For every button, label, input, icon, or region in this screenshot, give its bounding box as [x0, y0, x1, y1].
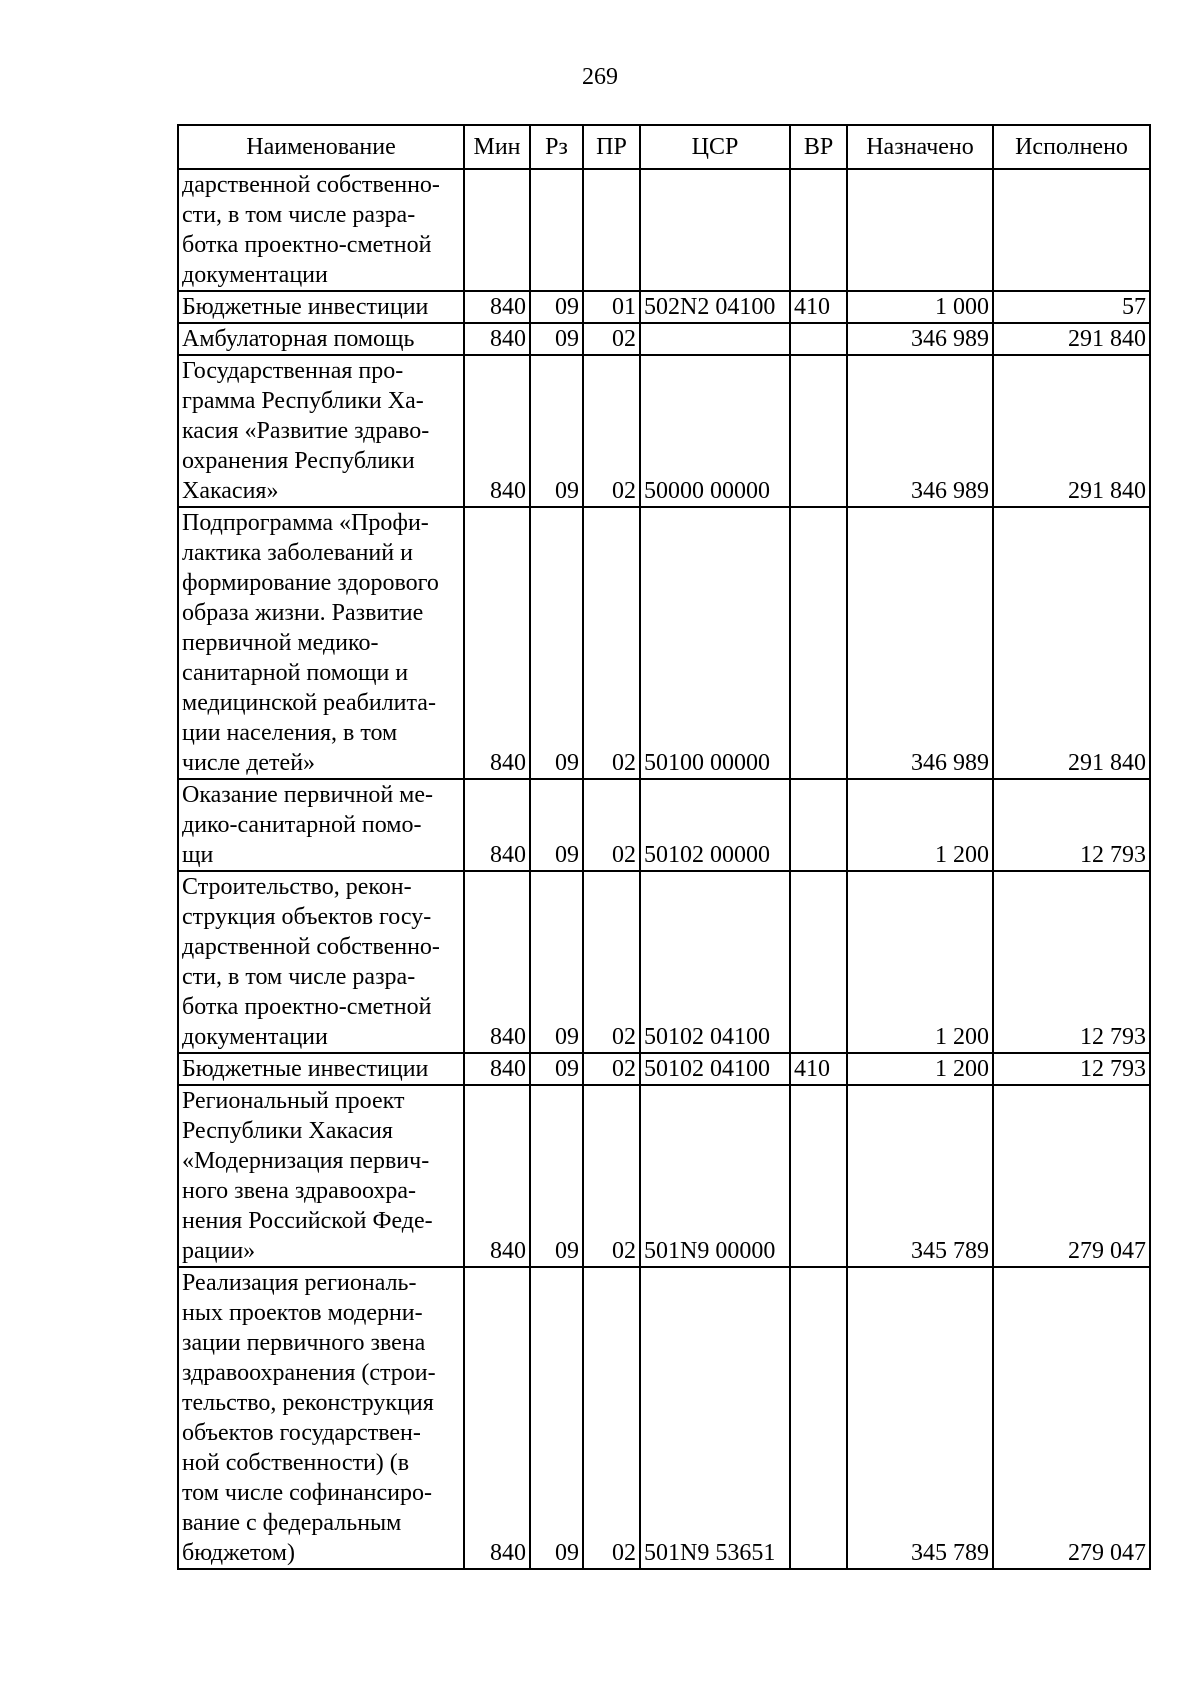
cell-rz: 09 [530, 291, 583, 323]
cell-name: Реализация региональ- ных проектов модерни- зации первичного звена здравоохранения (строи- тельство, реконструкция объектов государствен- ной собственности) (в том числе софинансиро- вание с федеральным бюджетом) [178, 1267, 464, 1569]
cell-min: 840 [464, 323, 530, 355]
cell-name: Подпрограмма «Профи- лактика заболеваний и формирование здорового образа жизни. Развитие первичной медико- санитарной помощи и медицинской реабилита- ции населения, в том числе детей» [178, 507, 464, 779]
cell-name: Государственная про- грамма Республики Ха- касия «Развитие здраво- охранения Республики Хакасия» [178, 355, 464, 507]
column-header-rz: Рз [530, 125, 583, 169]
cell-min: 840 [464, 1053, 530, 1085]
column-header-pr: ПР [583, 125, 640, 169]
cell-executed: 12 793 [993, 779, 1150, 871]
table-row [178, 1085, 1150, 1267]
cell-assigned: 346 989 [847, 507, 993, 779]
cell-min: 840 [464, 355, 530, 507]
cell-name: Амбулаторная помощь [178, 323, 464, 355]
cell-executed: 291 840 [993, 355, 1150, 507]
cell-vr [790, 507, 847, 779]
cell-csr: 50000 00000 [640, 355, 790, 507]
cell-csr: 50102 00000 [640, 779, 790, 871]
cell-min: 840 [464, 507, 530, 779]
cell-pr [583, 169, 640, 291]
cell-vr [790, 355, 847, 507]
cell-vr [790, 1085, 847, 1267]
cell-executed: 279 047 [993, 1085, 1150, 1267]
cell-rz: 09 [530, 1267, 583, 1569]
cell-name: Оказание первичной ме- дико-санитарной помо- щи [178, 779, 464, 871]
cell-csr: 50102 04100 [640, 1053, 790, 1085]
cell-csr: 501N9 00000 [640, 1085, 790, 1267]
cell-min: 840 [464, 871, 530, 1053]
column-header-executed: Исполнено [993, 125, 1150, 169]
column-header-name: Наименование [178, 125, 464, 169]
cell-min [464, 169, 530, 291]
cell-pr: 02 [583, 779, 640, 871]
cell-vr [790, 169, 847, 291]
cell-assigned: 345 789 [847, 1267, 993, 1569]
cell-assigned: 346 989 [847, 355, 993, 507]
cell-pr: 02 [583, 1267, 640, 1569]
cell-executed [993, 169, 1150, 291]
cell-pr: 02 [583, 355, 640, 507]
cell-executed: 12 793 [993, 871, 1150, 1053]
cell-pr: 02 [583, 1085, 640, 1267]
table-row [178, 323, 1150, 355]
cell-min: 840 [464, 779, 530, 871]
cell-csr: 50102 04100 [640, 871, 790, 1053]
cell-pr: 01 [583, 291, 640, 323]
cell-csr: 501N9 53651 [640, 1267, 790, 1569]
cell-executed: 279 047 [993, 1267, 1150, 1569]
page-number: 269 [582, 64, 618, 90]
table-row [178, 779, 1150, 871]
cell-vr [790, 871, 847, 1053]
cell-rz: 09 [530, 355, 583, 507]
table-header-row [178, 125, 1150, 169]
budget-table [177, 124, 1151, 1570]
cell-name: Строительство, рекон- струкция объектов госу- дарственной собственно- сти, в том числе разра- ботка проектно-сметной документации [178, 871, 464, 1053]
cell-rz: 09 [530, 507, 583, 779]
cell-rz: 09 [530, 323, 583, 355]
cell-name: Бюджетные инвестиции [178, 291, 464, 323]
cell-name: Бюджетные инвестиции [178, 1053, 464, 1085]
cell-vr: 410 [790, 291, 847, 323]
cell-pr: 02 [583, 507, 640, 779]
column-header-csr: ЦСР [640, 125, 790, 169]
table-row [178, 507, 1150, 779]
cell-pr: 02 [583, 323, 640, 355]
cell-vr [790, 779, 847, 871]
cell-pr: 02 [583, 871, 640, 1053]
cell-csr [640, 323, 790, 355]
column-header-vr: ВР [790, 125, 847, 169]
cell-rz: 09 [530, 1085, 583, 1267]
cell-assigned [847, 169, 993, 291]
table-row [178, 291, 1150, 323]
cell-assigned: 1 000 [847, 291, 993, 323]
cell-pr: 02 [583, 1053, 640, 1085]
cell-min: 840 [464, 1267, 530, 1569]
cell-executed: 12 793 [993, 1053, 1150, 1085]
cell-assigned: 345 789 [847, 1085, 993, 1267]
cell-assigned: 1 200 [847, 871, 993, 1053]
column-header-assigned: Назначено [847, 125, 993, 169]
table-row [178, 1267, 1150, 1569]
table-row [178, 169, 1150, 291]
cell-vr [790, 323, 847, 355]
table-row [178, 355, 1150, 507]
cell-csr [640, 169, 790, 291]
table-body [178, 169, 1150, 1569]
column-header-min: Мин [464, 125, 530, 169]
cell-rz [530, 169, 583, 291]
cell-executed: 291 840 [993, 323, 1150, 355]
cell-vr [790, 1267, 847, 1569]
cell-rz: 09 [530, 871, 583, 1053]
cell-min: 840 [464, 1085, 530, 1267]
cell-assigned: 1 200 [847, 779, 993, 871]
cell-name: дарственной собственно- сти, в том числе разра- ботка проектно-сметной документации [178, 169, 464, 291]
cell-rz: 09 [530, 1053, 583, 1085]
cell-executed: 291 840 [993, 507, 1150, 779]
cell-rz: 09 [530, 779, 583, 871]
cell-assigned: 346 989 [847, 323, 993, 355]
table-row [178, 871, 1150, 1053]
cell-csr: 502N2 04100 [640, 291, 790, 323]
cell-name: Региональный проект Республики Хакасия «Модернизация первич- ного звена здравоохра- нения Российской Феде- рации» [178, 1085, 464, 1267]
cell-vr: 410 [790, 1053, 847, 1085]
cell-executed: 57 [993, 291, 1150, 323]
table-row [178, 1053, 1150, 1085]
cell-csr: 50100 00000 [640, 507, 790, 779]
cell-assigned: 1 200 [847, 1053, 993, 1085]
cell-min: 840 [464, 291, 530, 323]
